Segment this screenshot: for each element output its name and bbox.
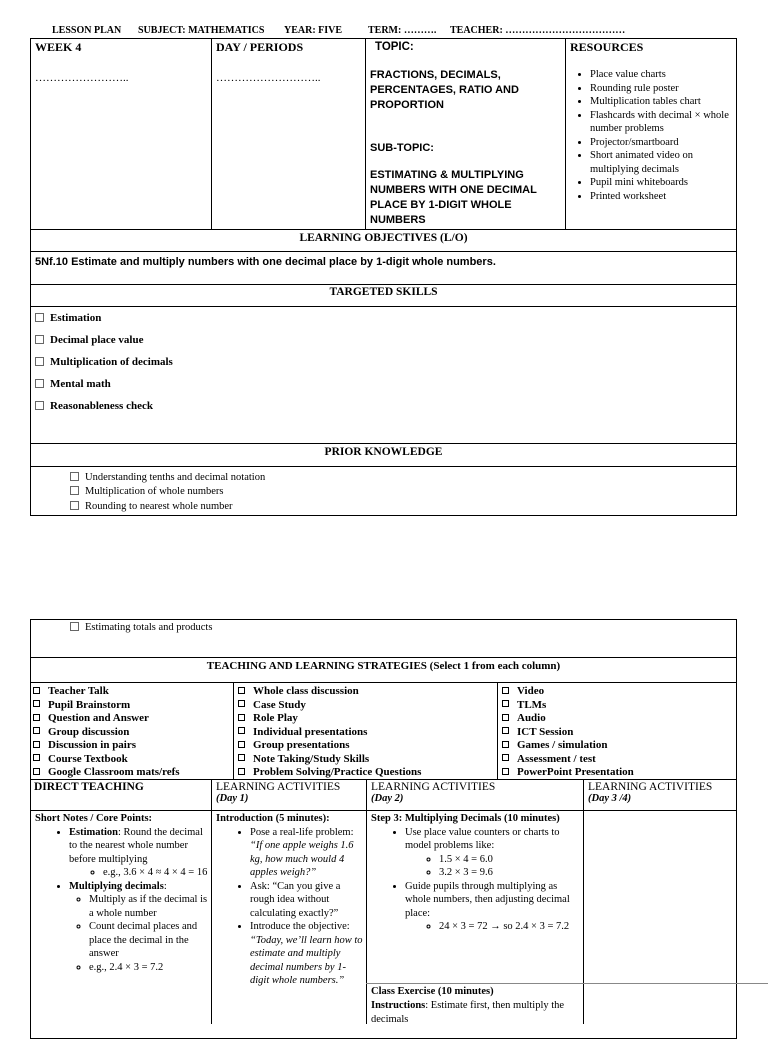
resource-item: • Short animated video on multiplying decimals (590, 149, 736, 176)
checkbox-icon (502, 768, 509, 775)
checkbox-icon (238, 754, 245, 761)
checkbox-icon (35, 401, 44, 410)
la-heading-day34: LEARNING ACTIVITIES (Day 3 /4) (588, 781, 713, 804)
checkbox-icon (238, 700, 245, 707)
resource-item: • Place value charts (590, 68, 736, 82)
strategy-option[interactable]: PowerPoint Presentation (502, 766, 634, 780)
checkbox-icon (35, 335, 44, 344)
skill-item: Reasonableness check (35, 400, 153, 412)
prior-heading: PRIOR KNOWLEDGE (324, 446, 443, 458)
checkbox-icon (35, 379, 44, 388)
checkbox-icon (238, 714, 245, 721)
checkbox-icon (70, 622, 79, 631)
la-heading-day1: LEARNING ACTIVITIES (Day 1) (216, 781, 341, 804)
week-label: WEEK 4 (35, 40, 82, 54)
skills-heading: TARGETED SKILLS (329, 286, 438, 298)
year-label: YEAR: FIVE (284, 25, 343, 36)
checkbox-icon (502, 687, 509, 694)
week-value: …………………….. (35, 72, 129, 84)
objectives-heading: LEARNING OBJECTIVES (L/O) (299, 232, 468, 244)
teacher-label: TEACHER: ……………………………… (450, 25, 626, 36)
strategy-option[interactable]: Role Play (238, 712, 421, 726)
checkbox-icon (502, 727, 509, 734)
subtopic-label: SUB-TOPIC: (370, 142, 434, 154)
checkbox-icon (70, 486, 79, 495)
checkbox-icon (238, 687, 245, 694)
strategies-col1 (33, 685, 180, 780)
direct-teaching-heading: DIRECT TEACHING (34, 781, 144, 793)
strategy-option[interactable]: Pupil Brainstorm (33, 699, 180, 713)
strategy-option[interactable]: Teacher Talk (33, 685, 180, 699)
topic-label: TOPIC: (375, 41, 414, 53)
checkbox-icon (502, 700, 509, 707)
checkbox-icon (70, 472, 79, 481)
checkbox-icon (33, 754, 40, 761)
strategy-option[interactable]: Course Textbook (33, 753, 180, 767)
checkbox-icon (70, 501, 79, 510)
resource-item: • Rounding rule poster (590, 82, 736, 96)
skill-item: Estimation (35, 312, 101, 324)
skill-item: Mental math (35, 378, 111, 390)
resources-label: RESOURCES (570, 40, 644, 54)
strategy-option[interactable]: Assessment / test (502, 753, 634, 767)
day1-content: Introduction (5 minutes): • Pose a real-life problem: “If one apple weighs 1.6 kg, how much would 4 apples weigh?” • Ask: “Can you give a rough idea without calculating exactly?” • Introduce the objective: “Today, we’ll learn how to estimate and multiply decimal numbers by 1-digit whole numbers.” (216, 812, 364, 1024)
strategy-option[interactable]: Individual presentations (238, 726, 421, 740)
la-heading-day2: LEARNING ACTIVITIES (Day 2) (371, 781, 496, 804)
strategy-option[interactable]: TLMs (502, 699, 634, 713)
strategy-option[interactable]: Google Classroom mats/refs (33, 766, 180, 780)
strategy-option[interactable]: Games / simulation (502, 739, 634, 753)
objectives-text: 5Nf.10 Estimate and multiply numbers with one decimal place by 1-digit whole numbers. (35, 256, 496, 268)
resources-list (590, 68, 736, 203)
checkbox-icon (502, 741, 509, 748)
class-exercise: Class Exercise (10 minutes) Instructions: Estimate first, then multiply the decimals (371, 986, 565, 1024)
resource-item: • Flashcards with decimal × whole number problems (590, 109, 736, 136)
resource-item: • Printed worksheet (590, 190, 736, 204)
lesson-plan-label: LESSON PLAN (52, 25, 122, 36)
prior-item-continued: Estimating totals and products (70, 622, 212, 633)
checkbox-icon (502, 754, 509, 761)
strategy-option[interactable]: Question and Answer (33, 712, 180, 726)
day-label: DAY / PERIODS (216, 40, 304, 54)
checkbox-icon (33, 687, 40, 694)
checkbox-icon (33, 700, 40, 707)
skill-item: Multiplication of decimals (35, 356, 173, 368)
subject-label: SUBJECT: MATHEMATICS (138, 25, 265, 36)
resource-item: • Pupil mini whiteboards (590, 176, 736, 190)
resource-item: • Multiplication tables chart (590, 95, 736, 109)
strategies-heading: TEACHING AND LEARNING STRATEGIES (Select 1 from each column) (206, 660, 561, 672)
direct-teaching-content: Short Notes / Core Points: • Estimation: Round the decimal to the nearest whole number before multiplying ◦ e.g., 3.6 × 4 ≈ 4 × 4 = 16 • Multiplying decimals: ◦ Multiply as if the decimal is a whole number ◦ Count decimal places and place the decimal in the answer ◦ e.g., 2.4 × 3 = 7.2 (35, 812, 209, 974)
strategy-option[interactable]: Group presentations (238, 739, 421, 753)
checkbox-icon (238, 768, 245, 775)
day2-content: Step 3: Multiplying Decimals (10 minutes) • Use place value counters or charts to model problems like: ◦ 1.5 × 4 = 6.0 ◦ 3.2 × 3 = 9.6 • Guide pupils through multiplying as whole numbers, then adjusting decimal place: ◦ 24 × 3 = 72 → so 2.4 × 3 = 7.2 (371, 812, 581, 934)
strategies-col2 (238, 685, 421, 780)
resource-item: • Projector/smartboard (590, 136, 736, 150)
strategy-option[interactable]: Case Study (238, 699, 421, 713)
strategies-col3 (502, 685, 634, 780)
subtopic-text: ESTIMATING & MULTIPLYING NUMBERS WITH ONE DECIMAL PLACE BY 1-DIGIT WHOLE NUMBERS (370, 169, 537, 226)
checkbox-icon (238, 727, 245, 734)
strategy-option[interactable]: Video (502, 685, 634, 699)
strategy-option[interactable]: Note Taking/Study Skills (238, 753, 421, 767)
strategy-option[interactable]: Whole class discussion (238, 685, 421, 699)
topic-text: FRACTIONS, DECIMALS, PERCENTAGES, RATIO AND PROPORTION (370, 69, 519, 111)
checkbox-icon (502, 714, 509, 721)
strategy-option[interactable]: Group discussion (33, 726, 180, 740)
checkbox-icon (238, 741, 245, 748)
prior-item: Understanding tenths and decimal notation (70, 472, 265, 483)
strategy-option[interactable]: Problem Solving/Practice Questions (238, 766, 421, 780)
strategy-option[interactable]: ICT Session (502, 726, 634, 740)
strategy-option[interactable]: Audio (502, 712, 634, 726)
checkbox-icon (33, 727, 40, 734)
checkbox-icon (35, 357, 44, 366)
strategy-option[interactable]: Discussion in pairs (33, 739, 180, 753)
day-value: ……………………….. (216, 72, 321, 84)
checkbox-icon (33, 768, 40, 775)
prior-item: Multiplication of whole numbers (70, 486, 224, 497)
term-label: TERM: ………. (368, 25, 437, 36)
checkbox-icon (33, 714, 40, 721)
prior-item: Rounding to nearest whole number (70, 501, 233, 512)
checkbox-icon (33, 741, 40, 748)
checkbox-icon (35, 313, 44, 322)
skill-item: Decimal place value (35, 334, 143, 346)
